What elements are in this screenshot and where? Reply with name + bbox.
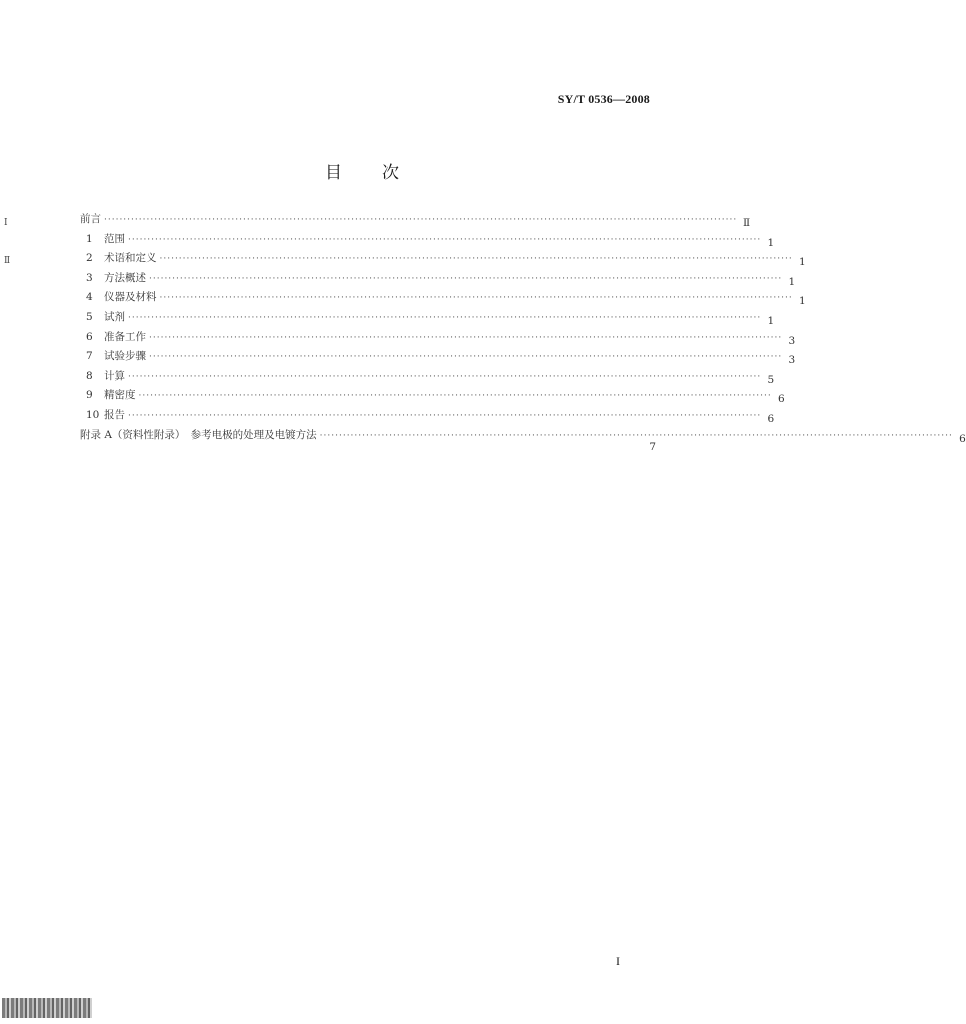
toc-leader-dots: ···································································································································································· [149, 273, 783, 284]
edge-mark: Ⅱ [4, 256, 11, 266]
standard-code: SY/T 0536—2008 [557, 92, 650, 106]
toc-entry-page: Ⅱ [743, 217, 751, 229]
toc-entry-10[interactable] [80, 406, 775, 426]
toc-entry-number: 3 [86, 271, 93, 284]
toc-entry-9[interactable] [80, 386, 785, 406]
toc-entry-label: 术语和定义 [104, 252, 157, 265]
toc-leader-dots: ···································································································································································· [104, 215, 738, 225]
toc-leader-dots: ···································································································································································· [149, 332, 783, 343]
toc-leader-dots: ···································································································································································· [159, 254, 793, 265]
toc-entry-page: 1 [767, 314, 775, 327]
toc-entry-label: 方法概述 [104, 271, 146, 284]
toc-entry-2[interactable] [80, 249, 806, 269]
toc-entry-label: 仪器及材料 [104, 291, 157, 304]
toc-entry-preface[interactable] [80, 210, 751, 230]
toc-entry-page: 6 [959, 432, 966, 445]
toc-entry-label: 试验步骤 [104, 350, 146, 363]
toc-leader-dots: ···································································································································································· [149, 352, 783, 363]
toc-entry-number: 5 [86, 310, 93, 323]
toc-leader-dots: ···································································································································································· [128, 371, 762, 382]
footer-page-number: I [616, 954, 620, 968]
toc-leader-dots: ···································································································································································· [128, 234, 762, 245]
toc-leader-dots: ···································································································································································· [128, 312, 762, 323]
toc-entry-page: 1 [767, 236, 775, 249]
toc-entry-label: 前言 [80, 213, 101, 225]
toc-entry-page: 7 [649, 441, 656, 454]
toc-entry-number: 7 [86, 350, 93, 363]
toc-title-part1: 目 [325, 163, 342, 183]
toc-entry-7[interactable] [80, 347, 796, 367]
toc-entry-page: 5 [767, 373, 775, 386]
toc-entry-label: 范围 [104, 232, 125, 245]
toc-entry-page: 6 [767, 412, 775, 425]
toc-title [0, 158, 724, 183]
toc-entry-number: 10 [86, 408, 100, 421]
toc-entry-number: 4 [86, 291, 93, 304]
edge-mark: Ⅰ [4, 218, 8, 228]
toc-entry-trailing [80, 441, 656, 457]
toc-entry-label: 计算 [104, 369, 125, 382]
toc-entry-page: 1 [799, 256, 806, 269]
toc-leader-dots: ···································································································································································· [159, 293, 793, 304]
toc-entry-5[interactable] [80, 308, 775, 328]
toc-title-part2: 次 [382, 163, 399, 183]
toc-entry-label: 附录 A（资料性附录） 参考电极的处理及电镀方法 [80, 428, 317, 441]
toc-entry-number: 2 [86, 252, 93, 265]
toc-entry-page: 6 [778, 393, 785, 406]
toc-entry-3[interactable] [80, 269, 796, 289]
toc-entry-appendix-a[interactable] [80, 426, 966, 446]
toc-entry-8[interactable] [80, 367, 775, 387]
toc-entry-page: 3 [788, 334, 796, 347]
toc-entry-label: 试剂 [104, 310, 125, 323]
toc-entry-label: 精密度 [104, 389, 136, 402]
toc-entry-1[interactable] [80, 230, 775, 250]
toc-entry-number: 8 [86, 369, 93, 382]
toc-entry-label: 准备工作 [104, 330, 146, 343]
toc-entry-number: 6 [86, 330, 93, 343]
toc-entry-label: 报告 [104, 408, 125, 421]
toc-leader-dots: ···································································································································································· [138, 391, 772, 402]
toc-entry-number: 9 [86, 389, 93, 402]
toc-entry-page: 1 [799, 295, 806, 308]
toc-entry-number: 1 [86, 232, 93, 245]
scan-artifact [2, 998, 92, 1018]
toc-leader-dots: ···································································································································································· [319, 430, 953, 441]
toc-entry-page: 1 [788, 275, 796, 288]
table-of-contents [80, 210, 966, 457]
toc-entry-page: 3 [788, 354, 796, 367]
toc-entry-6[interactable] [80, 328, 796, 348]
toc-leader-dots: ···································································································································································· [128, 410, 762, 421]
toc-entry-4[interactable] [80, 288, 806, 308]
